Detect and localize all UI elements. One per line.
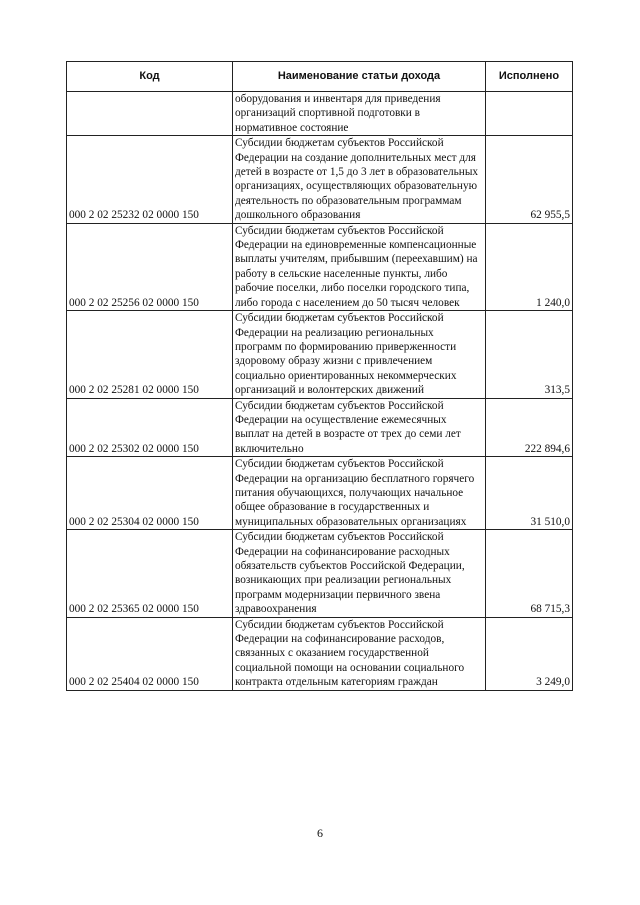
table-row — [67, 398, 573, 457]
table-row — [67, 223, 573, 310]
income-code-cell: 000 2 02 25304 02 0000 150 — [67, 457, 233, 530]
income-code-cell: 000 2 02 25404 02 0000 150 — [67, 617, 233, 690]
income-name-cell: Субсидии бюджетам субъектов Российской Федерации на реализацию региональных программ по формированию приверженности здоровому образу жизни с привлечением социально ориентированных некоммерческих организаций и волонтерских движений — [233, 311, 486, 398]
executed-amount-cell: 3 249,0 — [486, 617, 573, 690]
table-row — [67, 92, 573, 136]
table-header-row — [67, 62, 573, 92]
header-income-item-name: Наименование статьи дохода — [233, 62, 486, 92]
header-code: Код — [67, 62, 233, 92]
table-row — [67, 530, 573, 617]
executed-amount-cell: 222 894,6 — [486, 398, 573, 457]
income-code-cell: 000 2 02 25256 02 0000 150 — [67, 223, 233, 310]
income-name-cell: Субсидии бюджетам субъектов Российской Федерации на осуществление ежемесячных выплат на детей в возрасте от трех до семи лет включительно — [233, 398, 486, 457]
header-executed: Исполнено — [486, 62, 573, 92]
income-code-cell: 000 2 02 25365 02 0000 150 — [67, 530, 233, 617]
income-table — [66, 61, 573, 691]
income-name-cell: Субсидии бюджетам субъектов Российской Федерации на организацию бесплатного горячего питания обучающихся, получающих начальное общее образование в государственных и муниципальных образовательных организациях — [233, 457, 486, 530]
income-code-cell: 000 2 02 25281 02 0000 150 — [67, 311, 233, 398]
income-name-cell: оборудования и инвентаря для приведения организаций спортивной подготовки в нормативное состояние — [233, 92, 486, 136]
executed-amount-cell: 68 715,3 — [486, 530, 573, 617]
income-name-cell: Субсидии бюджетам субъектов Российской Федерации на софинансирование расходов, связанных с оказанием государственной социальной помощи на основании социального контракта отдельным категориям граждан — [233, 617, 486, 690]
income-code-cell — [67, 92, 233, 136]
income-name-cell: Субсидии бюджетам субъектов Российской Федерации на единовременные компенсационные выплаты учителям, прибывшим (переехавшим) на работу в сельские населенные пункты, либо рабочие поселки, либо поселки городского типа, либо города с населением до 50 тысяч человек — [233, 223, 486, 310]
page-number: 6 — [317, 826, 323, 840]
income-code-cell: 000 2 02 25232 02 0000 150 — [67, 136, 233, 223]
table-row — [67, 136, 573, 223]
income-name-cell: Субсидии бюджетам субъектов Российской Федерации на создание дополнительных мест для детей в возрасте от 1,5 до 3 лет в образовательных организациях, осуществляющих образовательную деятельность по образовательным программам дошкольного образования — [233, 136, 486, 223]
table-row — [67, 311, 573, 398]
income-name-cell: Субсидии бюджетам субъектов Российской Федерации на софинансирование расходных обязательств субъектов Российской Федерации, возникающих при реализации региональных программ модернизации первичного звена здравоохранения — [233, 530, 486, 617]
table-row — [67, 457, 573, 530]
table-row — [67, 617, 573, 690]
executed-amount-cell — [486, 92, 573, 136]
income-code-cell: 000 2 02 25302 02 0000 150 — [67, 398, 233, 457]
executed-amount-cell: 313,5 — [486, 311, 573, 398]
executed-amount-cell: 1 240,0 — [486, 223, 573, 310]
executed-amount-cell: 62 955,5 — [486, 136, 573, 223]
executed-amount-cell: 31 510,0 — [486, 457, 573, 530]
